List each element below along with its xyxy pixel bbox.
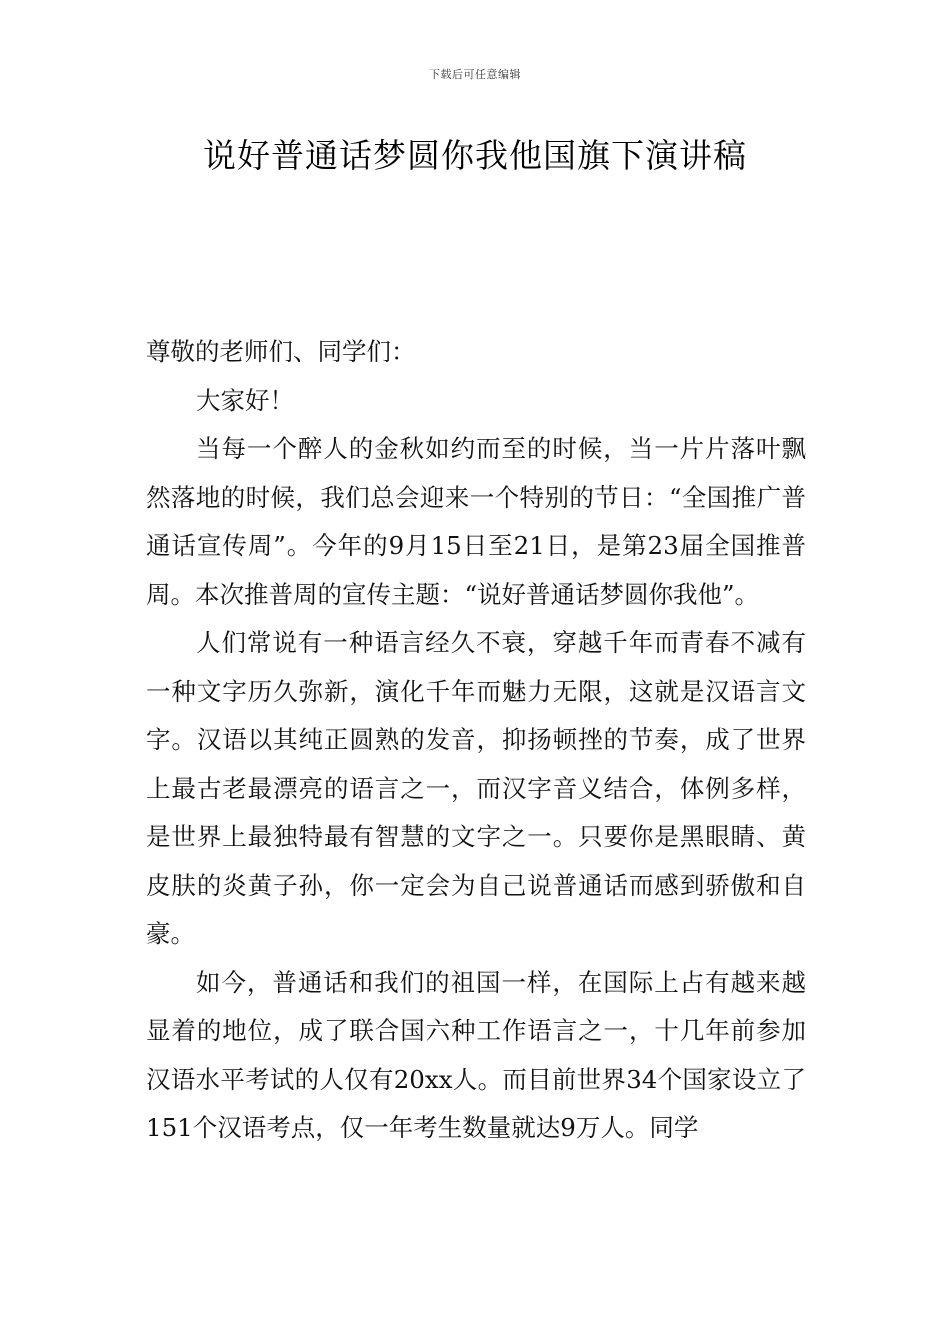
document-title: 说好普通话梦圆你我他国旗下演讲稿 — [203, 136, 747, 175]
paragraph-chinese-language: 人们常说有一种语言经久不衰，穿越千年而青春不减有一种文字历久弥新，演化千年而魅力无限，这就是汉语言文字。汉语以其纯正圆熟的发音，抑扬顿挫的节奏，成了世界上最古老最漂亮的语言之一，而汉字音义结合，体例多样，是世界上最独特最有智慧的文字之一。只要你是黑眼睛、黄皮肤的炎黄子孙，你一定会为自己说普通话而感到骄傲和自豪。 — [146, 628, 806, 948]
paragraph-international-status: 如今，普通话和我们的祖国一样，在国际上占有越来越显着的地位，成了联合国六种工作语言之一，十几年前参加汉语水平考试的人仅有20xx人。而目前世界34个国家设立了151个汉语考点，仅一年考生数量就达9万人。同学 — [146, 967, 806, 1142]
paragraph-intro: 当每一个醉人的金秋如约而至的时候，当一片片落叶飘然落地的时候，我们总会迎来一个特别的节日：“全国推广普通话宣传周”。今年的9月15日至21日，是第23届全国推普周。本次推普周的宣传主题：“说好普通话梦圆你我他”。 — [146, 434, 806, 609]
document-body — [146, 328, 806, 1153]
salutation: 尊敬的老师们、同学们： — [146, 337, 416, 366]
header-note: 下载后可任意编辑 — [429, 68, 521, 81]
paragraph-greeting: 大家好！ — [196, 385, 294, 415]
